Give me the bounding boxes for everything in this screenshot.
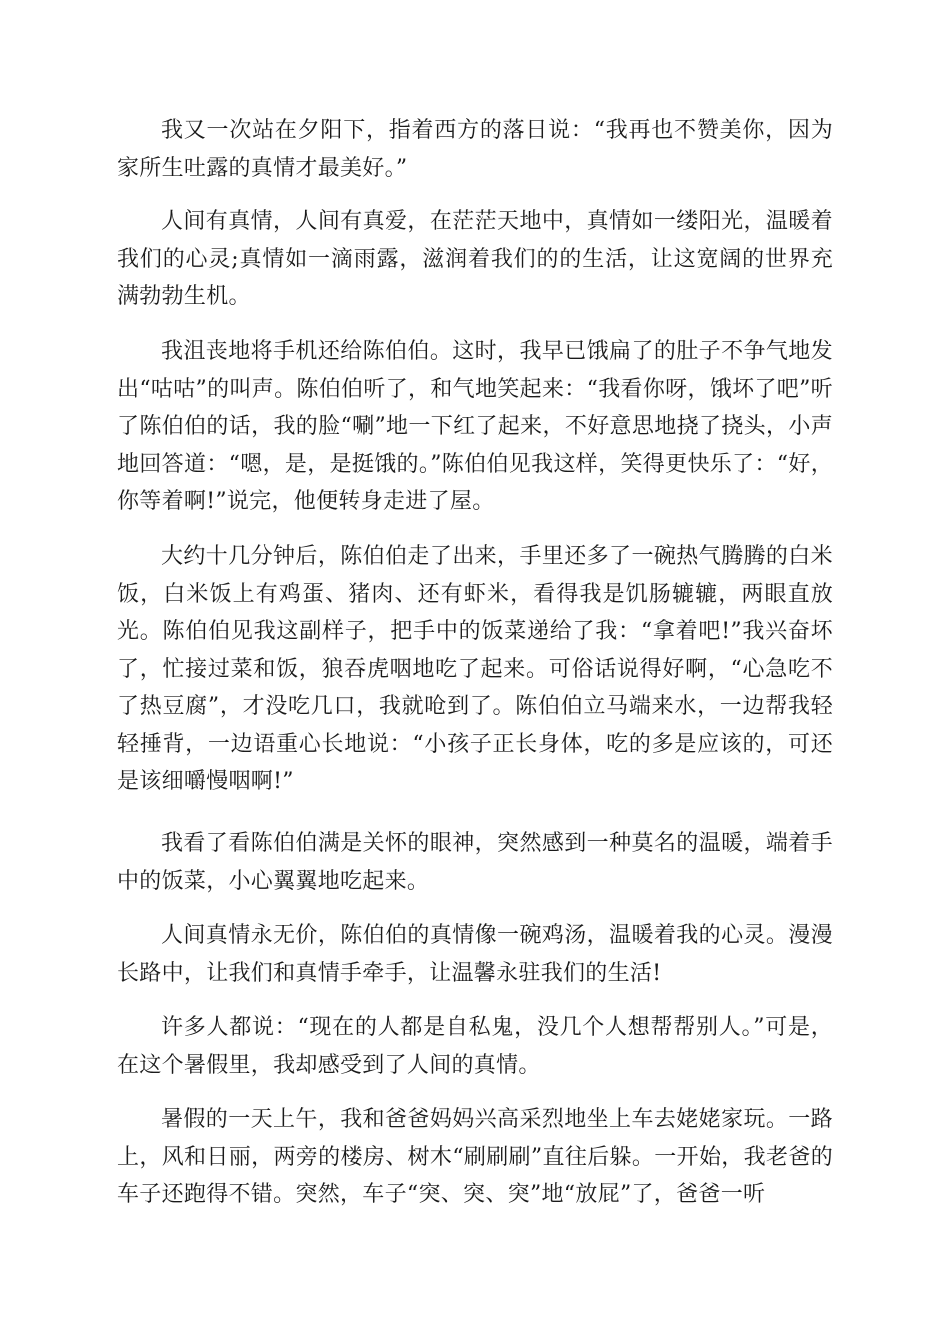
paragraph-1: 我又一次站在夕阳下，指着西方的落日说：“我再也不赞美你，因为家所生吐露的真情才最美好。” <box>117 118 833 181</box>
paragraph-7: 许多人都说：“现在的人都是自私鬼，没几个人想帮帮别人。”可是，在这个暑假里，我却感受到了人间的真情。 <box>117 1015 833 1078</box>
paragraph-2: 人间有真情，人间有真爱，在茫茫天地中，真情如一缕阳光，温暖着我们的心灵;真情如一滴雨露，滋润着我们的的生活，让这宽阔的世界充满勃勃生机。 <box>117 209 833 309</box>
paragraph-5: 我看了看陈伯伯满是关怀的眼神，突然感到一种莫名的温暖，端着手中的饭菜，小心翼翼地吃起来。 <box>117 831 833 894</box>
paragraph-4: 大约十几分钟后，陈伯伯走了出来，手里还多了一碗热气腾腾的白米饭，白米饭上有鸡蛋、猪肉、还有虾米，看得我是饥肠辘辘，两眼直放光。陈伯伯见我这副样子，把手中的饭菜递给了我：“拿着吧!”我兴奋坏了，忙接过菜和饭，狼吞虎咽地吃了起来。可俗话说得好啊，“心急吃不了热豆腐”，才没吃几口，我就呛到了。陈伯伯立马端来水，一边帮我轻轻捶背，一边语重心长地说：“小孩子正长身体，吃的多是应该的，可还是该细嚼慢咽啊!” <box>117 544 833 794</box>
paragraph-8: 暑假的一天上午，我和爸爸妈妈兴高采烈地坐上车去姥姥家玩。一路上，风和日丽，两旁的楼房、树木“刷刷刷”直往后躲。一开始，我老爸的车子还跑得不错。突然，车子“突、突、突”地“放屁”了，爸爸一听 <box>117 1107 833 1207</box>
paragraph-3: 我沮丧地将手机还给陈伯伯。这时，我早已饿扁了的肚子不争气地发出“咕咕”的叫声。陈伯伯听了，和气地笑起来：“我看你呀，饿坏了吧”听了陈伯伯的话，我的脸“唰”地一下红了起来，不好意思地挠了挠头，小声地回答道：“嗯，是，是挺饿的。”陈伯伯见我这样，笑得更快乐了：“好，你等着啊!”说完，他便转身走进了屋。 <box>117 339 833 514</box>
paragraph-6: 人间真情永无价，陈伯伯的真情像一碗鸡汤，温暖着我的心灵。漫漫长路中，让我们和真情手牵手，让温馨永驻我们的生活! <box>117 923 833 986</box>
